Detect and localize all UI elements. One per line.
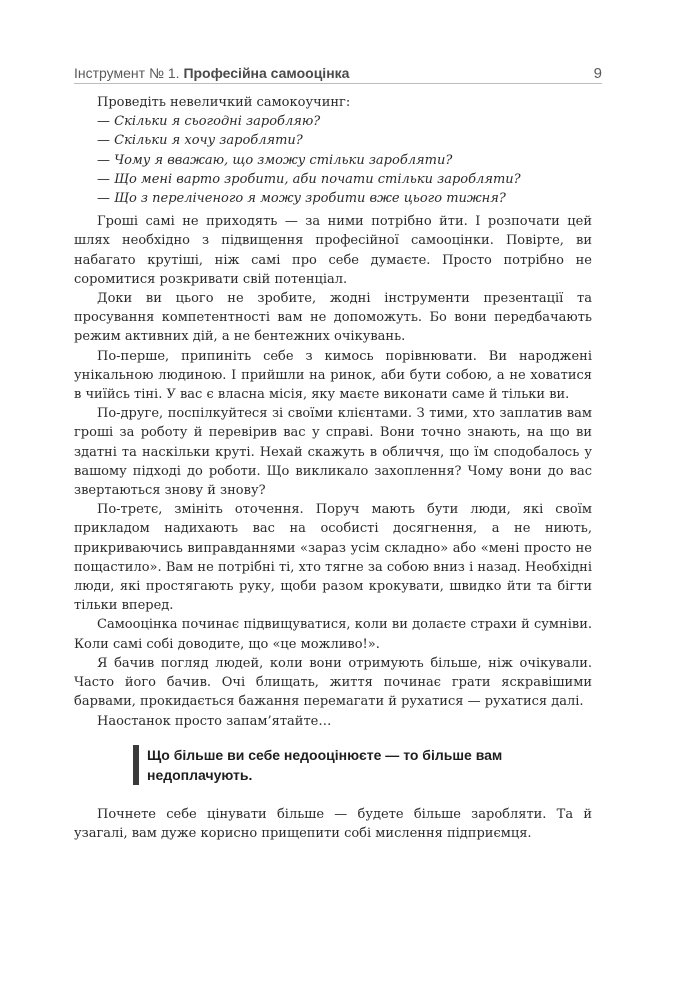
header-instrument: Інструмент № 1.: [74, 65, 180, 81]
question-item: — Скільки я сьогодні заробляю?: [97, 114, 321, 130]
paragraph: Самооцінка починає підвищуватися, коли ви долаєте страхи й сумніви. Коли самі собі доводите, що «це можливо!».: [74, 617, 592, 652]
question-list: [97, 112, 592, 208]
page-body: [74, 93, 592, 843]
question-item: — Що з переліченого я можу зробити вже цього тижня?: [97, 191, 506, 207]
intro-line: Проведіть невеличкий самокоучинг:: [97, 95, 351, 110]
question-item: — Скільки я хочу заробляти?: [97, 133, 303, 149]
paragraph: По-друге, поспілкуйтеся зі своїми клієнтами. З тими, хто заплатив вам гроші за роботу й перевірив вас у справі. Вони точно знають, на що ви здатні та наскільки круті. Нехай скажуть в обличчя, що їм сподобалось у вашому підході до роботи. Що викликало захоплення? Чому вони до вас звертаються знову й знову?: [74, 406, 592, 499]
running-header: [74, 63, 602, 84]
paragraph: По-перше, припиніть себе з кимось порівнювати. Ви народжені унікальною людиною. І прийшли на ринок, аби бути собою, а не ховатися в чиїйсь тіні. У вас є власна місія, яку маєте виконати саме й тільки ви.: [74, 348, 592, 403]
closing-paragraph: Почнете себе цінувати більше — будете більше заробляти. Та й узагалі, вам дуже корисно прищепити собі мислення підприємця.: [74, 806, 592, 841]
header-label: [74, 65, 349, 81]
header-title: Професійна самооцінка: [183, 65, 350, 81]
paragraph: Я бачив погляд людей, коли вони отримують більше, ніж очікували. Часто його бачив. Очі блищать, життя починає грати яскравішими барвами, прокидається бажання перемагати й рухатися — рухатися далі.: [74, 655, 592, 710]
question-item: — Що мені варто зробити, аби почати стільки заробляти?: [97, 171, 521, 187]
callout-quote: Що більше ви себе недооцінюєте — то більше вам недоплачують.: [133, 745, 592, 785]
paragraph: По-третє, змініть оточення. Поруч мають бути люди, які своїм прикладом надихають вас на особисті досягнення, а не ниють, прикриваючись виправданнями «зараз усім складно» або «мені просто не пощастило». Вам не потрібні ті, хто тягне за собою вниз і назад. Необхідні люди, які простягають руку, щоби разом крокувати, швидко йти та бігти тільки вперед.: [74, 502, 592, 614]
paragraph: Гроші самі не приходять — за ними потрібно йти. І розпочати цей шлях необхідно з підвищення професійної самооцінки. Повірте, ви набагато крутіші, ніж самі про себе думаєте. Просто потрібно не соромитися розкривати свій потенціал.: [74, 214, 592, 287]
paragraph: Наостанок просто запам’ятайте…: [97, 713, 332, 729]
question-item: — Чому я вважаю, що зможу стільки заробляти?: [97, 152, 453, 168]
page-number: 9: [593, 65, 602, 82]
paragraph: Доки ви цього не зробите, жодні інструменти презентації та просування компетентності вам не допоможуть. Бо вони передбачають режим активних дій, а не бентежних очікувань.: [74, 291, 592, 345]
